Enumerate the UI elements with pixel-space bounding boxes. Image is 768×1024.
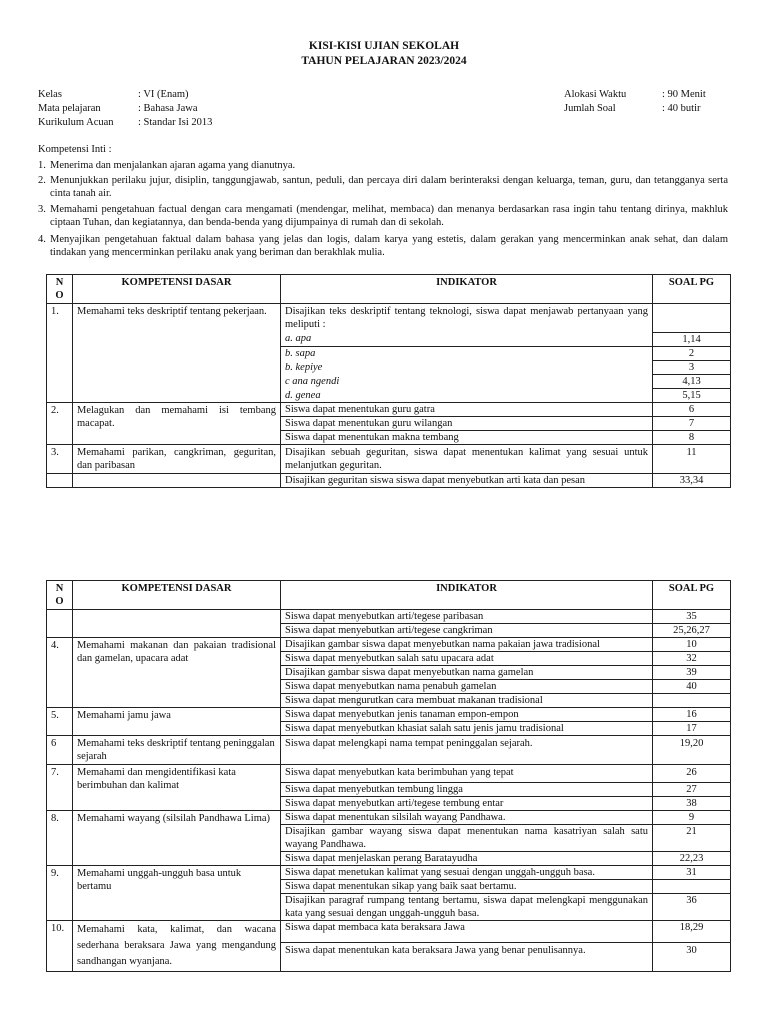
row-soal: 31 bbox=[653, 866, 731, 880]
indikator-text: Disajikan teks deskriptif tentang teknologi, siswa dapat menjawab pertanyaan yang meliputi : bbox=[285, 306, 648, 330]
row-indikator: Siswa dapat menetukan kalimat yang sesuai dengan unggah-ungguh basa. bbox=[281, 866, 653, 880]
row-indikator: Siswa dapat menentukan guru gatra bbox=[281, 403, 653, 417]
row-soal: 22,23 bbox=[653, 852, 731, 866]
row-kd: Memahami teks deskriptif tentang pekerjaan. bbox=[73, 304, 281, 403]
row-soal: 17 bbox=[653, 722, 731, 736]
table-row bbox=[47, 403, 731, 417]
row-indikator: Siswa dapat menyebutkan tembung lingga bbox=[281, 783, 653, 797]
row-no-blank bbox=[47, 610, 73, 638]
ki-item bbox=[38, 233, 728, 259]
row-no: 2. bbox=[47, 403, 73, 445]
row-indikator: Disajikan gambar siswa dapat menyebutkan nama pakaian jawa tradisional bbox=[281, 638, 653, 652]
meta-left bbox=[38, 88, 338, 133]
kisi-table-1 bbox=[46, 274, 731, 488]
row-indikator: Disajikan sebuah geguritan, siswa dapat menentukan kalimat yang sesuai untuk melanjutkan geguritan. bbox=[281, 445, 653, 474]
ki-num: 3. bbox=[38, 204, 46, 215]
row-soal: 1,14 bbox=[653, 333, 731, 347]
row-indikator: Siswa dapat menyebutkan salah satu upacara adat bbox=[281, 652, 653, 666]
ki-num: 4. bbox=[38, 234, 46, 245]
table-row bbox=[47, 921, 731, 943]
row-kd-blank bbox=[73, 474, 281, 488]
col-header-kd: KOMPETENSI DASAR bbox=[73, 275, 281, 304]
meta-value-mapel: : Bahasa Jawa bbox=[138, 103, 198, 114]
row-indikator: Disajikan gambar siswa dapat menyebutkan nama gamelan bbox=[281, 666, 653, 680]
row-indikator: Disajikan gambar wayang siswa dapat menentukan nama kasatriyan salah satu wayang Pandhawa. bbox=[281, 825, 653, 852]
row-no: 5. bbox=[47, 708, 73, 736]
meta-right bbox=[564, 88, 744, 118]
col-header-no: N O bbox=[47, 275, 73, 304]
indikator-sub: a. apa bbox=[285, 333, 312, 344]
row-kd: Memahami wayang (silsilah Pandhawa Lima) bbox=[73, 811, 281, 866]
table-row bbox=[47, 304, 731, 333]
col-header-indikator: INDIKATOR bbox=[281, 581, 653, 610]
table-header-row bbox=[47, 275, 731, 304]
row-soal: 18,29 bbox=[653, 921, 731, 943]
col-header-soal: SOAL PG bbox=[653, 275, 731, 304]
ki-num: 2. bbox=[38, 175, 46, 186]
row-soal: 26 bbox=[653, 765, 731, 783]
kisi-table-2 bbox=[46, 580, 731, 972]
indikator-sub: c ana ngendi bbox=[281, 375, 653, 389]
table-row bbox=[47, 736, 731, 765]
row-indikator: Siswa dapat menentukan kata beraksara Jawa yang benar penulisannya. bbox=[281, 943, 653, 972]
meta-value-kelas: : VI (Enam) bbox=[138, 89, 189, 100]
row-no: 8. bbox=[47, 811, 73, 866]
table-row bbox=[47, 811, 731, 825]
meta-label-alokasi: Alokasi Waktu bbox=[564, 89, 627, 100]
row-kd: Memahami jamu jawa bbox=[73, 708, 281, 736]
row-soal: 4,13 bbox=[653, 375, 731, 389]
row-soal: 7 bbox=[653, 417, 731, 431]
row-indikator: Disajikan geguritan siswa siswa dapat menyebutkan arti kata dan pesan bbox=[281, 474, 653, 488]
row-no: 6 bbox=[47, 736, 73, 765]
row-kd: Memahami dan mengidentifikasi kata berimbuhan dan kalimat bbox=[73, 765, 281, 811]
row-kd: Memahami teks deskriptif tentang peninggalan sejarah bbox=[73, 736, 281, 765]
row-soal: 25,26,27 bbox=[653, 624, 731, 638]
row-soal: 40 bbox=[653, 680, 731, 694]
meta-label-kelas: Kelas bbox=[38, 89, 62, 100]
ki-item bbox=[38, 203, 728, 229]
row-no: 7. bbox=[47, 765, 73, 811]
ki-item bbox=[38, 174, 728, 200]
meta-label-kurikulum: Kurikulum Acuan bbox=[38, 117, 114, 128]
ki-text: Menunjukkan perilaku jujur, disiplin, tanggungjawab, santun, peduli, dan percaya diri dalam berinteraksi dengan keluarga, teman, guru, dan tetangganya serta cinta tanah air. bbox=[50, 175, 728, 199]
indikator-sub: b. sapa bbox=[281, 347, 653, 361]
ki-item bbox=[38, 159, 728, 172]
row-soal: 6 bbox=[653, 403, 731, 417]
row-soal: 9 bbox=[653, 811, 731, 825]
row-soal bbox=[653, 694, 731, 708]
doc-subtitle: TAHUN PELAJARAN 2023/2024 bbox=[301, 55, 467, 67]
row-soal: 3 bbox=[653, 361, 731, 375]
row-kd: Memahami kata, kalimat, dan wacana sederhana beraksara Jawa yang mengandung sandhangan wyanjana. bbox=[73, 921, 281, 972]
row-soal: 8 bbox=[653, 431, 731, 445]
row-kd: Memahami parikan, cangkriman, geguritan, dan paribasan bbox=[73, 445, 281, 474]
row-kd: Memahami unggah-ungguh basa untuk bertamu bbox=[73, 866, 281, 921]
row-no: 3. bbox=[47, 445, 73, 474]
row-indikator: Siswa dapat menyebutkan jenis tanaman empon-empon bbox=[281, 708, 653, 722]
col-header-kd: KOMPETENSI DASAR bbox=[73, 581, 281, 610]
table-row bbox=[47, 866, 731, 880]
table-row bbox=[47, 445, 731, 474]
row-indikator: Siswa dapat melengkapi nama tempat peninggalan sejarah. bbox=[281, 736, 653, 765]
row-indikator: Siswa dapat menentukan guru wilangan bbox=[281, 417, 653, 431]
row-kd: Melagukan dan memahami isi tembang macapat. bbox=[73, 403, 281, 445]
row-soal: 5,15 bbox=[653, 389, 731, 403]
row-indikator: Siswa dapat membaca kata beraksara Jawa bbox=[281, 921, 653, 943]
meta-value-alokasi: : 90 Menit bbox=[662, 89, 706, 100]
row-indikator bbox=[281, 304, 653, 347]
table-row bbox=[47, 708, 731, 722]
meta-label-mapel: Mata pelajaran bbox=[38, 103, 101, 114]
row-kd: Memahami makanan dan pakaian tradisional dan gamelan, upacara adat bbox=[73, 638, 281, 708]
row-no-blank bbox=[47, 474, 73, 488]
row-soal: 16 bbox=[653, 708, 731, 722]
table-row bbox=[47, 765, 731, 783]
row-soal: 2 bbox=[653, 347, 731, 361]
table-row bbox=[47, 610, 731, 624]
row-soal: 32 bbox=[653, 652, 731, 666]
row-indikator: Siswa dapat menyebutkan arti/tegese cangkriman bbox=[281, 624, 653, 638]
row-soal: 38 bbox=[653, 797, 731, 811]
row-no: 4. bbox=[47, 638, 73, 708]
row-indikator: Siswa dapat menentukan silsilah wayang Pandhawa. bbox=[281, 811, 653, 825]
row-indikator: Siswa dapat mengurutkan cara membuat makanan tradisional bbox=[281, 694, 653, 708]
row-no: 1. bbox=[47, 304, 73, 403]
row-indikator: Siswa dapat menentukan sikap yang baik saat bertamu. bbox=[281, 880, 653, 894]
row-indikator: Siswa dapat menyebutkan kata berimbuhan yang tepat bbox=[281, 765, 653, 783]
row-indikator: Siswa dapat menyebutkan arti/tegese tembung entar bbox=[281, 797, 653, 811]
row-no: 9. bbox=[47, 866, 73, 921]
ki-text: Menyajikan pengetahuan faktual dalam bahasa yang jelas dan logis, dalam karya yang estetis, dalam gerakan yang mencerminkan anak sehat, dan dalam tindakan yang mencerminkan perilaku anak yang beriman dan berakhlak mulia. bbox=[50, 234, 728, 258]
row-soal: 27 bbox=[653, 783, 731, 797]
row-indikator: Siswa dapat menjelaskan perang Baratayudha bbox=[281, 852, 653, 866]
table-row bbox=[47, 638, 731, 652]
indikator-sub: d. genea bbox=[281, 389, 653, 403]
col-header-no: N O bbox=[47, 581, 73, 610]
ki-text: Menerima dan menjalankan ajaran agama yang dianutnya. bbox=[50, 160, 296, 171]
meta-value-kurikulum: : Standar Isi 2013 bbox=[138, 117, 213, 128]
row-soal: 11 bbox=[653, 445, 731, 474]
row-indikator: Siswa dapat menyebutkan arti/tegese paribasan bbox=[281, 610, 653, 624]
doc-title: KISI-KISI UJIAN SEKOLAH bbox=[308, 40, 460, 52]
row-soal: 19,20 bbox=[653, 736, 731, 765]
row-indikator: Siswa dapat menentukan makna tembang bbox=[281, 431, 653, 445]
row-soal: 30 bbox=[653, 943, 731, 972]
row-indikator: Siswa dapat menyebutkan khasiat salah satu jenis jamu tradisional bbox=[281, 722, 653, 736]
table-header-row bbox=[47, 581, 731, 610]
ki-num: 1. bbox=[38, 160, 46, 171]
row-soal-blank bbox=[653, 304, 731, 333]
row-soal: 33,34 bbox=[653, 474, 731, 488]
row-soal: 21 bbox=[653, 825, 731, 852]
row-soal: 36 bbox=[653, 894, 731, 921]
row-no: 10. bbox=[47, 921, 73, 972]
row-indikator: Siswa dapat menyebutkan nama penabuh gamelan bbox=[281, 680, 653, 694]
col-header-soal: SOAL PG bbox=[653, 581, 731, 610]
row-soal bbox=[653, 880, 731, 894]
row-soal: 35 bbox=[653, 610, 731, 624]
col-header-indikator: INDIKATOR bbox=[281, 275, 653, 304]
row-kd-blank bbox=[73, 610, 281, 638]
row-indikator: Disajikan paragraf rumpang tentang bertamu, siswa dapat melengkapi menggunakan kata yang sesuai dengan unggah-ungguh basa. bbox=[281, 894, 653, 921]
meta-value-jumlah: : 40 butir bbox=[662, 103, 701, 114]
indikator-sub: b. kepiye bbox=[281, 361, 653, 375]
row-soal: 10 bbox=[653, 638, 731, 652]
ki-text: Memahami pengetahuan factual dengan cara mengamati (mendengar, melihat, membaca) dan menanya berdasarkan rasa ingin tahu tentang dirinya, makhluk ciptaan Tuhan, dan kegiatannya, dan benda-benda yang dijumpainya di rumah dan di sekolah. bbox=[50, 204, 728, 228]
table-row bbox=[47, 474, 731, 488]
meta-label-jumlah: Jumlah Soal bbox=[564, 103, 616, 114]
row-soal: 39 bbox=[653, 666, 731, 680]
ki-heading: Kompetensi Inti : bbox=[38, 144, 112, 155]
